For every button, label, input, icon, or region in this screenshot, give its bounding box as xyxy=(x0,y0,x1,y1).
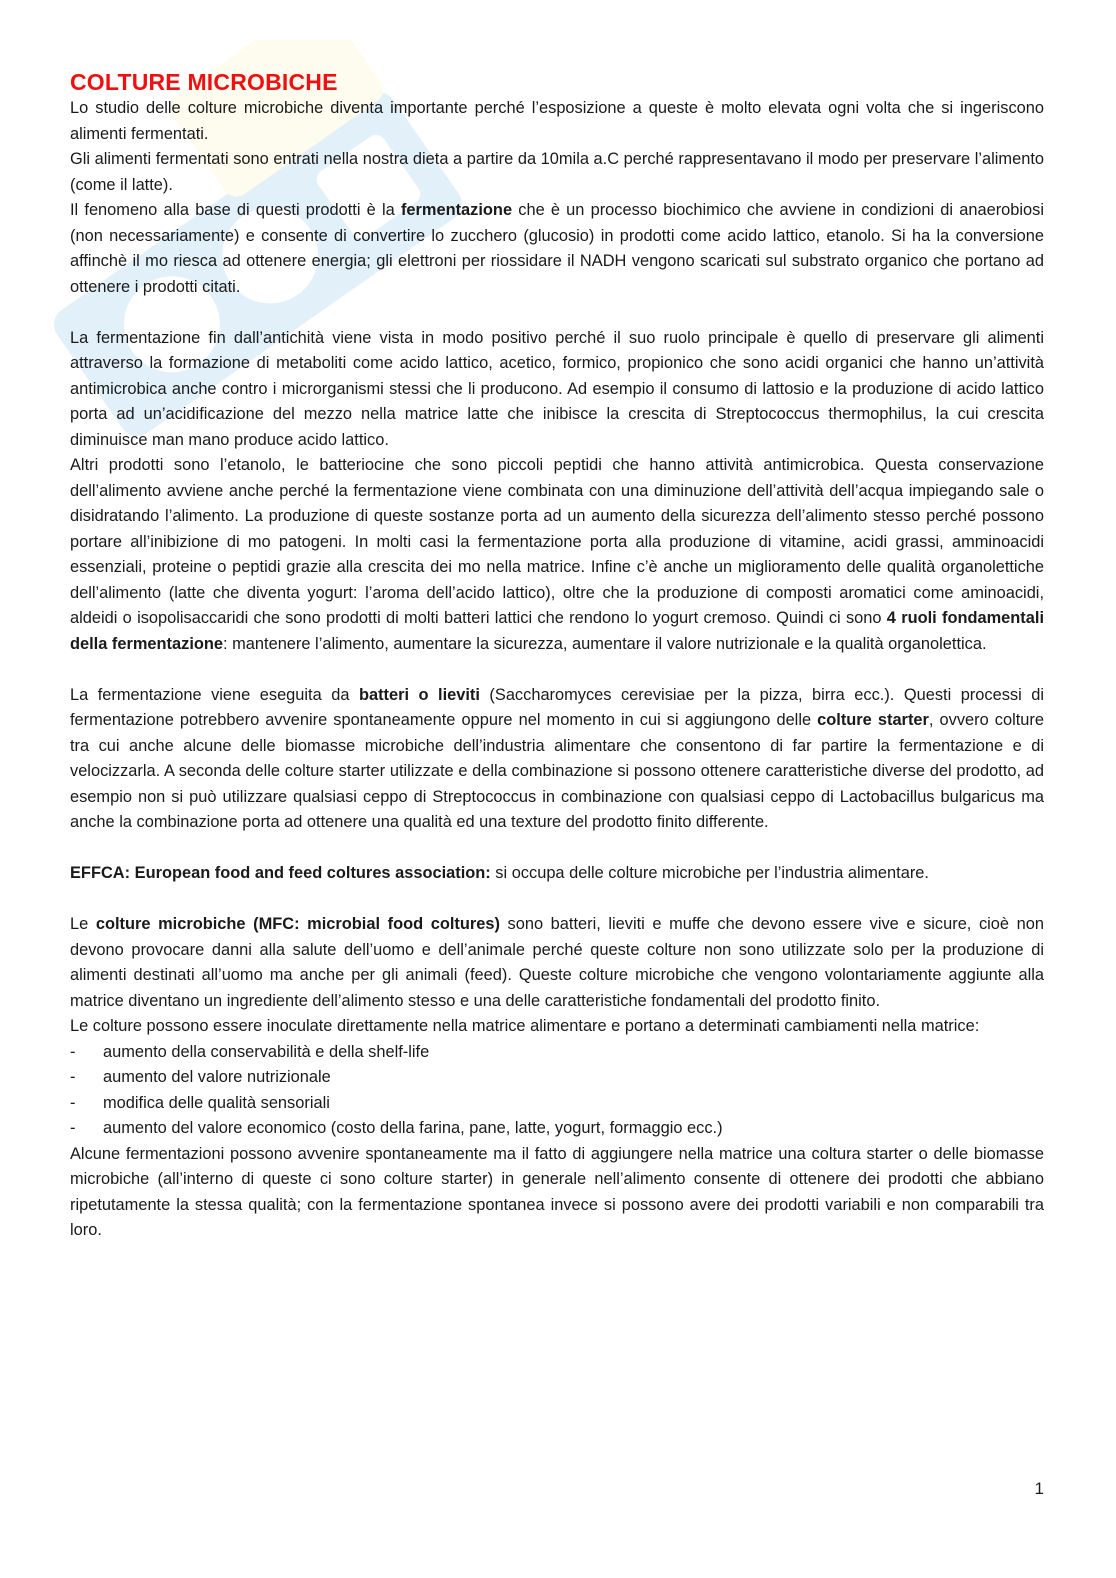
paragraph-preservation: La fermentazione fin dall’antichità viene vista in modo positivo perché il suo ruolo principale è quello di preservare gli alimenti attraverso la formazione di metaboliti come acido lattico, acetico, formico, propionico che sono acidi organici che hanno un’attività antimicrobica anche contro i microrganismi stessi che li producono. Ad esempio il consumo di lattosio e la produzione di acido lattico porta ad un’acidificazione del mezzo nella matrice latte che inibisce la crescita di Streptococcus thermophilus, la cui crescita diminuisce man mano produce acido lattico. xyxy=(70,328,1044,449)
paragraph-intro: Lo studio delle colture microbiche diventa importante perché l’esposizione a queste è molto elevata ogni volta che si ingeriscono alimenti fermentati. xyxy=(70,99,1044,143)
paragraph-fermentation-definition: Il fenomeno alla base di questi prodotti è la fermentazione che è un processo biochimico che avviene in condizioni di anaerobiosi (non necessariamente) e consente di convertire lo zucchero (glucosio) in prodotti come acido lattico, etanolo. Si ha la conversione affinchè il mo riesca ad ottenere energia; gli elettroni per riossidare il NADH vengono scaricati sul substrato organico che portano ad ottenere i prodotti citati. xyxy=(70,201,1044,296)
document-page xyxy=(70,68,1044,1244)
paragraph-mfc: Le colture microbiche (MFC: microbial food coltures) sono batteri, lieviti e muffe che devono essere vive e sicure, cioè non devono provocare danni alla salute dell’uomo e dell’animale perché queste colture non sono utilizzate solo per la produzione di alimenti destinati all’uomo ma anche per gli animali (feed). Queste colture microbiche che vengono volontariamente aggiunte alla matrice diventano un ingrediente dell’alimento stesso e una delle caratteristiche fondamentali del prodotto finito. xyxy=(70,915,1044,1010)
term-batteri-lieviti: batteri o lieviti xyxy=(358,685,480,704)
paragraph-other-products: Altri prodotti sono l’etanolo, le batteriocine che sono piccoli peptidi che hanno attività antimicrobica. Questa conservazione dell’alimento avviene anche perché la fermentazione viene combinata con una diminuzione dell’attività dell’acqua impiegando sale o disidratando l’alimento. La produzione di queste sostanze porta ad un aumento della sicurezza dell’alimento stesso perché possono portare all’inibizione di mo patogeni. In molti casi la fermentazione porta alla produzione di vitamine, acidi grassi, amminoacidi essenziali, proteine o peptidi grazie alla crescita dei mo nella matrice. Infine c’è anche un miglioramento delle qualità organolettiche dell’alimento (latte che diventa yogurt: l’aroma dell’acido lattico), oltre che la produzione di composti aromatici come aminoacidi, aldeidi o isopolisaccaridi che sono prodotti di molti batteri lattici che rendono lo yogurt cremoso. Quindi ci sono 4 ruoli fondamentali della fermentazione: mantenere l’alimento, aumentare la sicurezza, aumentare il valore nutrizionale e la qualità organolettica. xyxy=(70,456,1044,653)
paragraph-spontaneous: Alcune fermentazioni possono avvenire spontaneamente ma il fatto di aggiungere nella matrice una coltura starter o delle biomasse microbiche (all’interno di queste ci sono colture starter) in generale nell’alimento consente di ottenere dei prodotti che abbiano ripetutamente la stessa qualità; con la fermentazione spontanea invece si possono avere dei prodotti variabili e non comparabili tra loro. xyxy=(70,1144,1044,1239)
term-mfc: colture microbiche (MFC: microbial food coltures) xyxy=(95,915,500,933)
paragraph-inoculation: Le colture possono essere inoculate direttamente nella matrice alimentare e portano a determinati cambiamenti nella matrice: xyxy=(70,1017,980,1035)
term-effca: EFFCA: European food and feed coltures association: xyxy=(70,864,491,882)
term-fermentazione: fermentazione xyxy=(400,201,513,219)
term-colture-starter: colture starter xyxy=(817,711,929,729)
paragraph-history: Gli alimenti fermentati sono entrati nella nostra dieta a partire da 10mila a.C perché rappresentavano il modo per preservare l’alimento (come il latte). xyxy=(70,150,1044,194)
term-4-ruoli: 4 ruoli fondamentali della fermentazione xyxy=(70,609,1044,653)
page-number: 1 xyxy=(1034,1479,1044,1498)
list-item: - aumento del valore nutrizionale xyxy=(70,1065,1044,1091)
paragraph-starter-cultures: La fermentazione viene eseguita da batteri o lieviti (Saccharomyces cerevisiae per la pizza, birra ecc.). Questi processi di fermentazione potrebbero avvenire spontaneamente oppure nel momento in cui si aggiungono delle colture starter, ovvero colture tra cui anche alcune delle biomasse microbiche dell’industria alimentare che consentono di far partire la fermentazione e di velocizzarla. A seconda delle colture starter utilizzate e della combinazione si possono ottenere caratteristiche diverse del prodotto, ad esempio non si può utilizzare qualsiasi ceppo di Streptococcus in combinazione con qualsiasi ceppo di Lactobacillus bulgaricus ma anche la combinazione porta ad ottenere una qualità ed una texture del prodotto finito differente. xyxy=(70,685,1044,831)
list-item: - aumento del valore economico (costo della farina, pane, latte, yogurt, formaggio ecc.) xyxy=(70,1116,1044,1142)
list-item: - aumento della conservabilità e della shelf-life xyxy=(70,1040,1044,1066)
list-item: - modifica delle qualità sensoriali xyxy=(70,1091,1044,1117)
paragraph-effca: EFFCA: European food and feed coltures association: si occupa delle colture microbiche per l’industria alimentare. xyxy=(70,864,929,882)
page-title: COLTURE MICROBICHE xyxy=(70,69,338,95)
changes-list xyxy=(70,1040,1044,1142)
